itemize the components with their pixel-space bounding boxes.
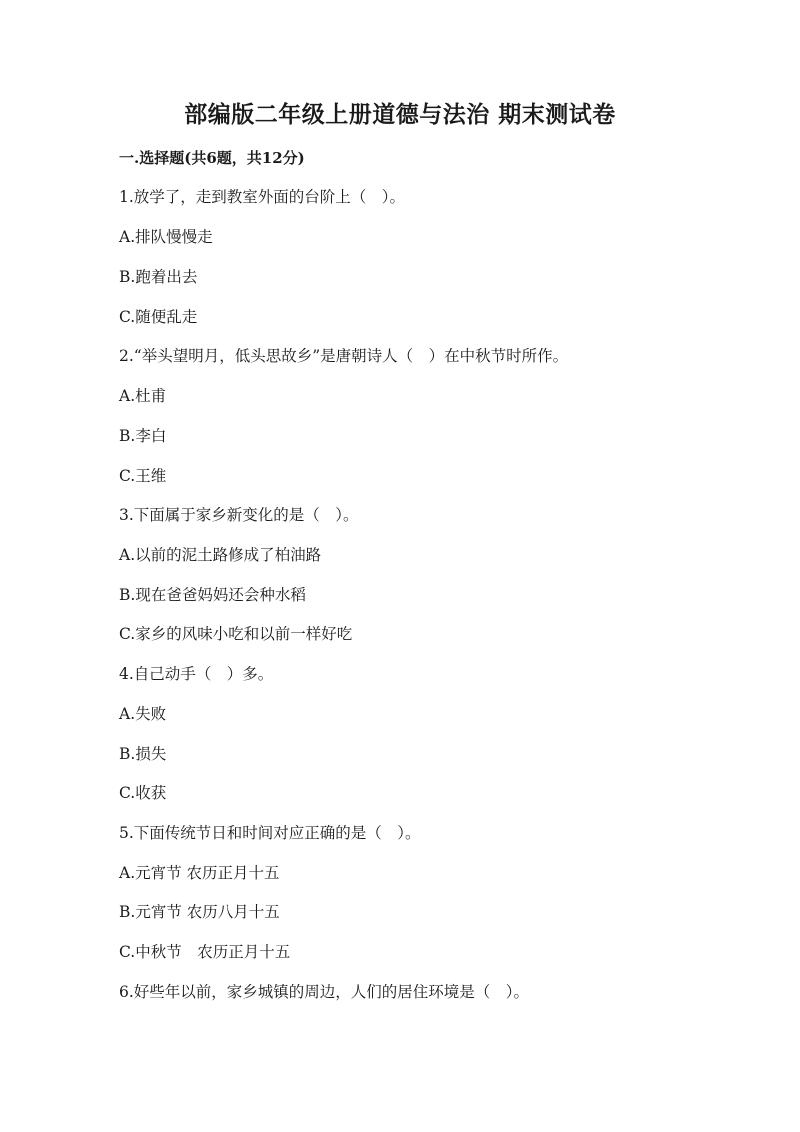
- question-2-option-a: A.杜甫: [119, 387, 167, 405]
- page-title: 部编版二年级上册道德与法治 期末测试卷: [184, 101, 616, 128]
- question-2-option-b: B.李白: [119, 427, 167, 445]
- question-5-option-c: C.中秋节 农历正月十五: [119, 943, 291, 961]
- question-1-option-b: B.跑着出去: [119, 268, 198, 286]
- question-3-option-c: C.家乡的风味小吃和以前一样好吃: [119, 625, 353, 643]
- question-5: 5.下面传统节日和时间对应正确的是（ ）。: [119, 824, 421, 842]
- question-6: 6.好些年以前，家乡城镇的周边，人们的居住环境是（ ）。: [119, 983, 530, 1001]
- question-5-option-b: B.元宵节 农历八月十五: [119, 903, 280, 921]
- question-2-option-c: C.王维: [119, 467, 167, 485]
- question-3-option-b: B.现在爸爸妈妈还会种水稻: [119, 586, 306, 604]
- section-heading: 一.选择题(共6题，共12分): [119, 149, 305, 167]
- question-3: 3.下面属于家乡新变化的是（ ）。: [119, 506, 359, 524]
- question-4-option-b: B.损失: [119, 745, 167, 763]
- question-1: 1.放学了，走到教室外面的台阶上（ ）。: [119, 188, 406, 206]
- question-1-option-c: C.随便乱走: [119, 308, 198, 326]
- question-3-option-a: A.以前的泥土路修成了柏油路: [119, 546, 322, 564]
- question-5-option-a: A.元宵节 农历正月十五: [119, 864, 280, 882]
- question-4-option-a: A.失败: [119, 705, 167, 723]
- question-1-option-a: A.排队慢慢走: [119, 228, 213, 246]
- question-4-option-c: C.收获: [119, 784, 167, 802]
- question-2: 2.“举头望明月，低头思故乡”是唐朝诗人（ ）在中秋节时所作。: [119, 347, 569, 365]
- question-4: 4.自己动手（ ）多。: [119, 665, 274, 683]
